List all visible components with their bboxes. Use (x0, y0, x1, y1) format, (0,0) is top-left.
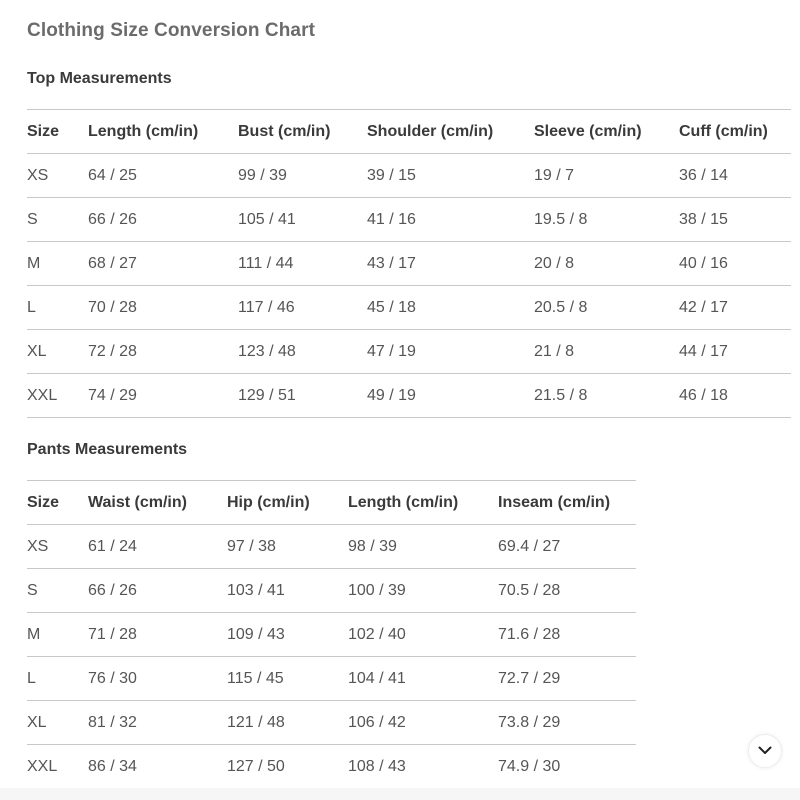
size-cell: L (27, 286, 88, 330)
table-row (27, 613, 636, 657)
bottom-fade-bar (0, 788, 800, 800)
inseam-cell: 71.6 / 28 (498, 613, 636, 657)
size-cell: XXL (27, 374, 88, 418)
column-header-waist: Waist (cm/in) (88, 481, 227, 525)
inseam-cell: 72.7 / 29 (498, 657, 636, 701)
hip-cell: 109 / 43 (227, 613, 348, 657)
size-cell: S (27, 569, 88, 613)
shoulder-cell: 45 / 18 (367, 286, 534, 330)
table-row (27, 374, 791, 418)
table-header-row (27, 481, 636, 525)
inseam-cell: 74.9 / 30 (498, 757, 561, 775)
waist-cell: 76 / 30 (88, 657, 227, 701)
cuff-cell: 40 / 16 (679, 242, 791, 286)
size-cell: S (27, 198, 88, 242)
length-cell: 100 / 39 (348, 569, 498, 613)
sleeve-cell: 20.5 / 8 (534, 286, 679, 330)
shoulder-cell: 39 / 15 (367, 154, 534, 198)
length-cell: 106 / 42 (348, 701, 498, 745)
cuff-cell: 36 / 14 (679, 154, 791, 198)
waist-cell: 66 / 26 (88, 569, 227, 613)
length-cell: 64 / 25 (88, 154, 238, 198)
shoulder-cell: 49 / 19 (367, 374, 534, 418)
column-header-length: Length (cm/in) (88, 110, 238, 154)
column-header-size: Size (27, 481, 88, 525)
top-measurements-table (27, 109, 791, 418)
length-cell: 104 / 41 (348, 657, 498, 701)
column-header-length: Length (cm/in) (348, 481, 498, 525)
table-row (27, 286, 791, 330)
waist-cell: 81 / 32 (88, 701, 227, 745)
scroll-down-button[interactable] (748, 734, 782, 768)
size-cell: XXL (27, 757, 58, 775)
length-cell: 108 / 43 (348, 757, 406, 775)
hip-cell: 115 / 45 (227, 657, 348, 701)
hip-cell: 97 / 38 (227, 525, 348, 569)
page-title: Clothing Size Conversion Chart (27, 20, 316, 41)
cuff-cell: 44 / 17 (679, 330, 791, 374)
sleeve-cell: 19.5 / 8 (534, 198, 679, 242)
table-row (27, 154, 791, 198)
table-row (27, 745, 636, 789)
shoulder-cell: 41 / 16 (367, 198, 534, 242)
hip-cell: 103 / 41 (227, 569, 348, 613)
sleeve-cell: 21.5 / 8 (534, 374, 679, 418)
bust-cell: 129 / 51 (238, 374, 367, 418)
table-header-row (27, 110, 791, 154)
column-header-size: Size (27, 110, 88, 154)
size-cell: XS (27, 525, 88, 569)
column-header-sleeve: Sleeve (cm/in) (534, 110, 679, 154)
inseam-cell: 70.5 / 28 (498, 569, 636, 613)
cuff-cell: 42 / 17 (679, 286, 791, 330)
inseam-cell: 73.8 / 29 (498, 701, 636, 745)
length-cell: 102 / 40 (348, 613, 498, 657)
column-header-hip: Hip (cm/in) (227, 481, 348, 525)
bust-cell: 123 / 48 (238, 330, 367, 374)
bust-cell: 117 / 46 (238, 286, 367, 330)
table-row (27, 701, 636, 745)
hip-cell: 127 / 50 (227, 757, 285, 775)
length-cell: 74 / 29 (88, 374, 238, 418)
column-header-inseam: Inseam (cm/in) (498, 481, 636, 525)
bust-cell: 105 / 41 (238, 198, 367, 242)
table-row (27, 657, 636, 701)
waist-cell: 61 / 24 (88, 525, 227, 569)
waist-cell: 86 / 34 (88, 757, 137, 775)
column-header-cuff: Cuff (cm/in) (679, 110, 791, 154)
size-cell: XS (27, 154, 88, 198)
length-cell: 98 / 39 (348, 525, 498, 569)
sleeve-cell: 19 / 7 (534, 154, 679, 198)
length-cell: 66 / 26 (88, 198, 238, 242)
pants-measurements-table (27, 480, 636, 788)
table-row (27, 569, 636, 613)
length-cell: 68 / 27 (88, 242, 238, 286)
table-row (27, 330, 791, 374)
size-cell: L (27, 657, 88, 701)
bust-cell: 111 / 44 (238, 242, 367, 286)
table-row (27, 242, 791, 286)
sleeve-cell: 21 / 8 (534, 330, 679, 374)
size-cell: XL (27, 701, 88, 745)
pants-measurements-heading: Pants Measurements (27, 441, 188, 458)
shoulder-cell: 47 / 19 (367, 330, 534, 374)
size-cell: M (27, 613, 88, 657)
size-cell: M (27, 242, 88, 286)
size-cell: XL (27, 330, 88, 374)
sleeve-cell: 20 / 8 (534, 242, 679, 286)
cuff-cell: 38 / 15 (679, 198, 791, 242)
column-header-shoulder: Shoulder (cm/in) (367, 110, 534, 154)
table-row (27, 198, 791, 242)
chevron-down-icon (758, 742, 772, 760)
hip-cell: 121 / 48 (227, 701, 348, 745)
length-cell: 70 / 28 (88, 286, 238, 330)
length-cell: 72 / 28 (88, 330, 238, 374)
top-measurements-heading: Top Measurements (27, 70, 172, 87)
cuff-cell: 46 / 18 (679, 374, 791, 418)
inseam-cell: 69.4 / 27 (498, 525, 636, 569)
column-header-bust: Bust (cm/in) (238, 110, 367, 154)
waist-cell: 71 / 28 (88, 613, 227, 657)
shoulder-cell: 43 / 17 (367, 242, 534, 286)
bust-cell: 99 / 39 (238, 154, 367, 198)
table-row (27, 525, 636, 569)
